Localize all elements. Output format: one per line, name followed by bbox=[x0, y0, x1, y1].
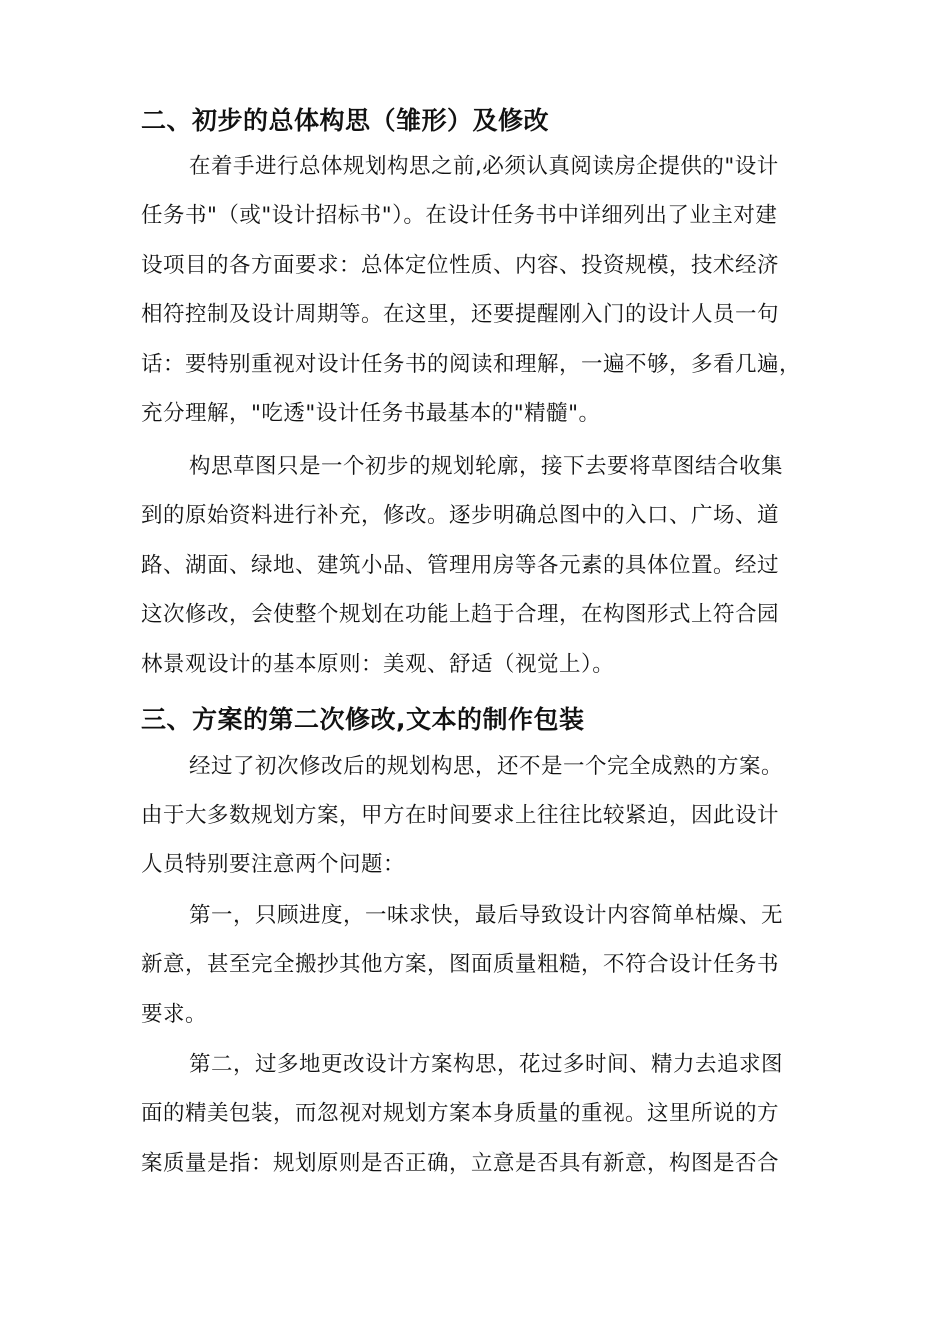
paragraph-line: 设项目的各方面要求：总体定位性质、内容、投资规模，技术经济 bbox=[141, 253, 780, 278]
paragraph-line: 相符控制及设计周期等。在这里，还要提醒刚入门的设计人员一句 bbox=[141, 302, 780, 327]
paragraph-line: 经过了初次修改后的规划构思，还不是一个完全成熟的方案。 bbox=[189, 754, 784, 779]
paragraph-line: 到的原始资料进行补充，修改。逐步明确总图中的入口、广场、道 bbox=[141, 503, 780, 528]
paragraph-line: 面的精美包装，而忽视对规划方案本身质量的重视。这里所说的方 bbox=[141, 1101, 780, 1126]
paragraph-line: 话：要特别重视对设计任务书的阅读和理解，一遍不够，多看几遍， bbox=[141, 352, 802, 377]
paragraph-line: 第一，只顾进度，一味求快，最后导致设计内容简单枯燥、无 bbox=[189, 903, 784, 928]
paragraph-line: 这次修改，会使整个规划在功能上趋于合理，在构图形式上符合园 bbox=[141, 602, 780, 627]
paragraph-line: 人员特别要注意两个问题： bbox=[141, 852, 406, 877]
paragraph-line: 林景观设计的基本原则：美观、舒适（视觉上）。 bbox=[141, 652, 615, 677]
paragraph-line: 路、湖面、绿地、建筑小品、管理用房等各元素的具体位置。经过 bbox=[141, 553, 780, 578]
paragraph-line: 案质量是指：规划原则是否正确，立意是否具有新意，构图是否合 bbox=[141, 1151, 780, 1176]
paragraph-line: 构思草图只是一个初步的规划轮廓，接下去要将草图结合收集 bbox=[189, 454, 784, 479]
section-heading-3: 三、方案的第二次修改,文本的制作包装 bbox=[141, 705, 585, 734]
paragraph-line: 在着手进行总体规划构思之前,必须认真阅读房企提供的"设计 bbox=[189, 154, 779, 179]
section-heading-2: 二、初步的总体构思（雏形）及修改 bbox=[141, 106, 550, 135]
paragraph-line: 充分理解，"吃透"设计任务书最基本的"精髓"。 bbox=[141, 401, 601, 426]
paragraph-line: 任务书"（或"设计招标书"）。在设计任务书中详细列出了业主对建 bbox=[141, 203, 778, 228]
paragraph-line: 要求。 bbox=[141, 1002, 208, 1027]
paragraph-line: 第二，过多地更改设计方案构思，花过多时间、精力去追求图 bbox=[189, 1052, 784, 1077]
paragraph-line: 由于大多数规划方案，甲方在时间要求上往往比较紧迫，因此设计 bbox=[141, 803, 780, 828]
paragraph-line: 新意，甚至完全搬抄其他方案，图面质量粗糙，不符合设计任务书 bbox=[141, 952, 780, 977]
